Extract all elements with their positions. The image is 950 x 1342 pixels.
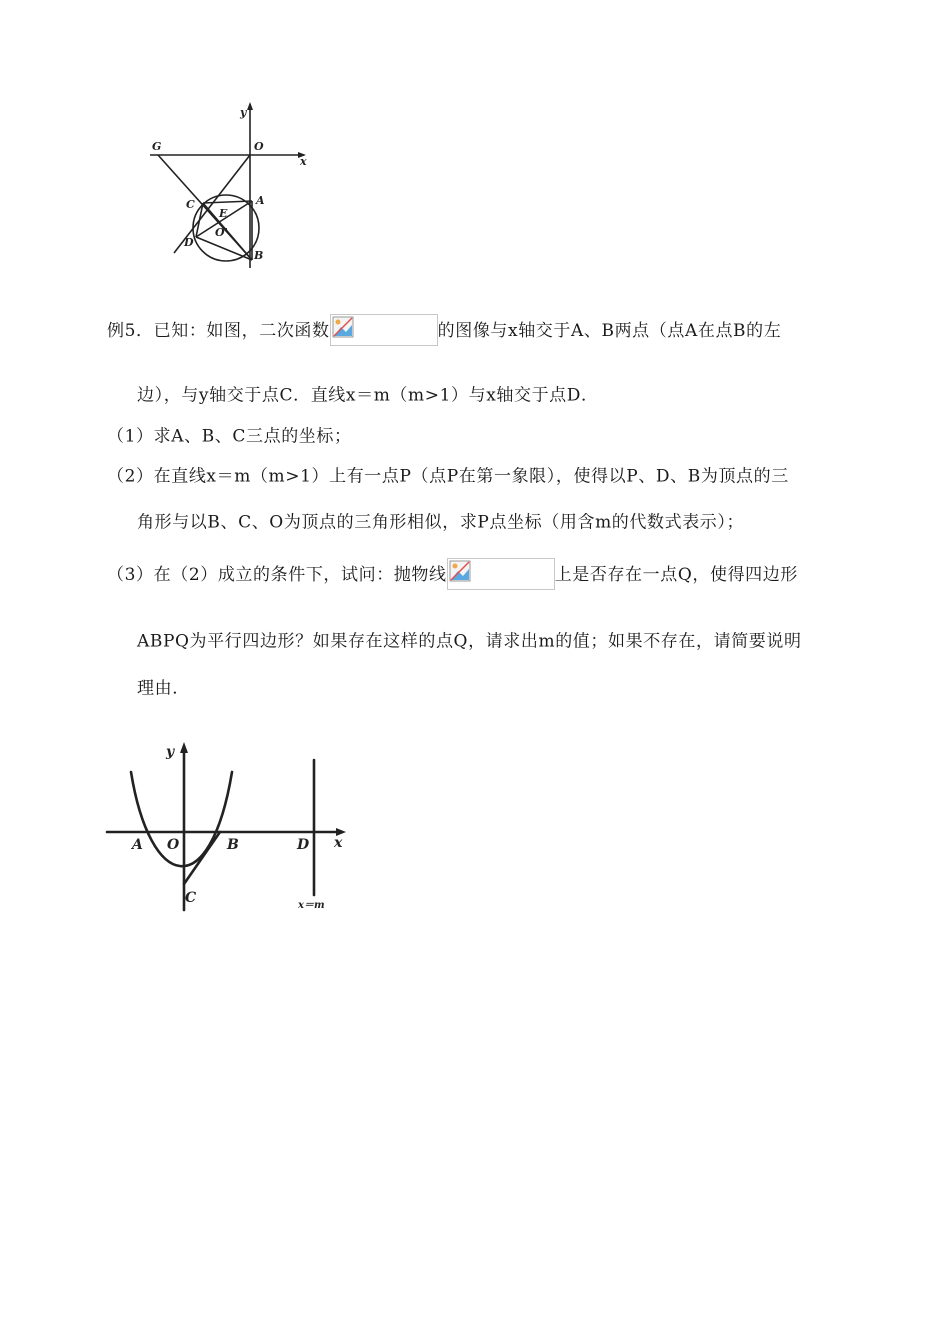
question-2-line-2 <box>137 511 744 534</box>
problem-line-2-text: 边），与y轴交于点C．直线x＝m（m>1）与x轴交于点D． <box>137 385 599 406</box>
fig1-label-g: G <box>152 140 162 153</box>
fig1-label-c: C <box>186 198 195 211</box>
fig1-label-o: O <box>254 140 264 153</box>
question-3-text-2: 上是否存在一点Q，使得四边形 <box>554 565 798 585</box>
question-3-line-1 <box>107 560 798 590</box>
figure-circle-geometry <box>140 100 320 270</box>
fig2-label-a: A <box>132 837 143 853</box>
question-3-line-2 <box>137 630 802 653</box>
fig2-label-c: C <box>185 890 197 906</box>
question-3-text-1: （3）在（2）成立的条件下，试问：抛物线 <box>107 565 447 585</box>
fig2-label-d: D <box>297 837 310 853</box>
formula-image-placeholder <box>330 314 438 346</box>
question-2-text-2: 角形与以B、C、O为顶点的三角形相似，求P点坐标（用含m的代数式表示）； <box>137 512 745 533</box>
fig1-label-b: B <box>254 249 264 262</box>
broken-image-icon <box>449 560 471 582</box>
question-1 <box>107 425 352 448</box>
fig1-label-a: A <box>256 194 265 207</box>
fig1-label-oprime: O' <box>215 226 228 239</box>
question-3-text-4: 理由． <box>137 678 190 699</box>
fig1-label-d: D <box>184 236 194 249</box>
fig1-label-x: x <box>300 155 307 168</box>
question-2-text-1: （2）在直线x＝m（m>1）上有一点P（点P在第一象限），使得以P、D、B为顶点的三 <box>107 466 789 487</box>
problem-line-2 <box>137 384 599 407</box>
problem-line-1 <box>107 316 781 346</box>
question-1-text: （1）求A、B、C三点的坐标； <box>107 426 352 447</box>
fig1-label-y: y <box>240 106 247 119</box>
fig2-label-x: x <box>334 835 343 851</box>
question-2-line-1 <box>107 465 789 488</box>
fig2-label-b: B <box>227 837 239 853</box>
fig2-label-y: y <box>166 744 175 760</box>
fig2-label-line: x＝m <box>298 900 325 911</box>
figure-parabola <box>100 735 360 915</box>
fig1-label-e: E <box>219 207 228 220</box>
fig2-label-o: O <box>167 837 180 853</box>
problem-intro-text-2: 的图像与x轴交于A、B两点（点A在点B的左 <box>437 321 782 341</box>
problem-intro-text: 例5．已知：如图，二次函数 <box>107 321 330 341</box>
question-3-text-3: ABPQ为平行四边形？如果存在这样的点Q，请求出m的值；如果不存在，请简要说明 <box>137 631 802 652</box>
parabola-image-placeholder <box>447 558 555 590</box>
question-3-line-3 <box>137 677 190 700</box>
broken-image-icon <box>332 316 354 338</box>
